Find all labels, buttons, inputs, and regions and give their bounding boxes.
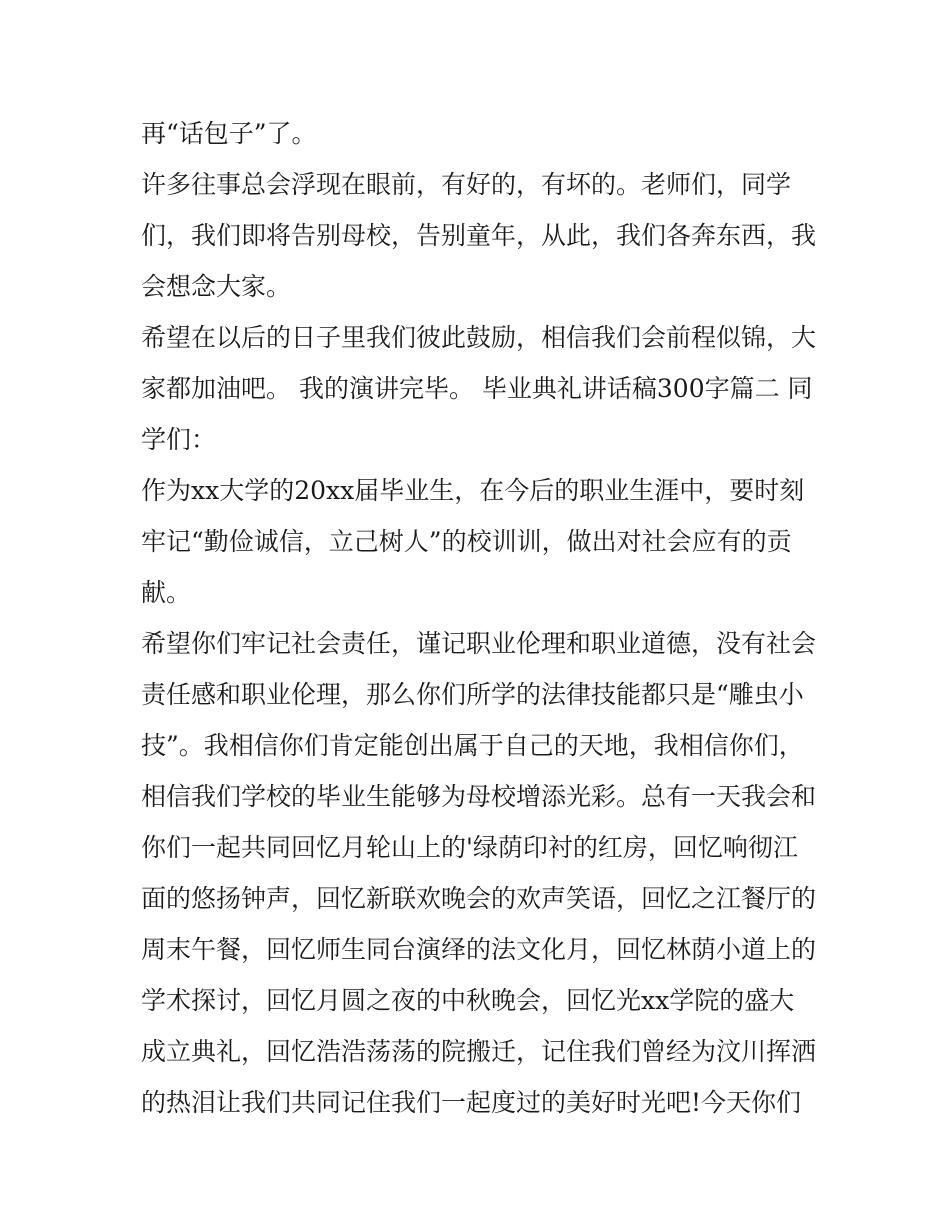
text-line: 成立典礼，回忆浩浩荡荡的院搬迁，记住我们曾经为汶川挥洒 (141, 1037, 817, 1066)
text-line: 面的悠扬钟声，回忆新联欢晚会的欢声笑语，回忆之江餐厅的 (141, 884, 817, 913)
text-line: 会想念大家。 (141, 272, 292, 301)
text-line: 技”。我相信你们肯定能创出属于自己的天地，我相信你们， (141, 731, 804, 760)
text-line: 相信我们学校的毕业生能够为母校增添光彩。总有一天我会和 (141, 782, 817, 811)
text-line: 学术探讨，回忆月圆之夜的中秋晚会，回忆光xx学院的盛大 (141, 986, 795, 1015)
text-line: 再“话包子”了。 (141, 119, 317, 148)
text-line: 希望在以后的日子里我们彼此鼓励，相信我们会前程似锦，大 (141, 323, 817, 352)
text-line: 的热泪让我们共同记住我们一起度过的美好时光吧!今天你们 (141, 1088, 802, 1117)
text-line: 周末午餐，回忆师生同台演绎的法文化月，回忆林荫小道上的 (141, 935, 817, 964)
text-line: 希望你们牢记社会责任，谨记职业伦理和职业道德，没有社会 (141, 629, 817, 658)
text-line: 牢记“勤俭诚信，立己树人”的校训训，做出对社会应有的贡 (141, 527, 792, 556)
text-line: 许多往事总会浮现在眼前，有好的，有坏的。老师们，同学 (141, 170, 792, 199)
text-line: 家都加油吧。 我的演讲完毕。 毕业典礼讲话稿300字篇二 同 (141, 374, 813, 403)
text-line: 献。 (141, 578, 192, 607)
text-line: 们，我们即将告别母校，告别童年，从此，我们各奔东西，我 (141, 221, 817, 250)
text-line: 学们： (141, 425, 217, 454)
body-text (141, 108, 817, 1128)
text-line: 你们一起共同回忆月轮山上的'绿荫印衬的红房，回忆响彻江 (141, 833, 798, 862)
text-line: 作为xx大学的20xx届毕业生，在今后的职业生涯中，要时刻 (141, 476, 805, 505)
text-line: 责任感和职业伦理，那么你们所学的法律技能都只是“雕虫小 (141, 680, 804, 709)
